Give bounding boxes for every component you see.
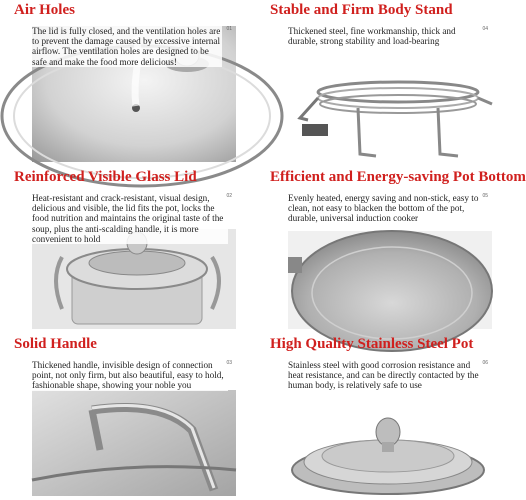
panel-title: Air Holes (14, 2, 75, 18)
panel-title: Reinforced Visible Glass Lid (14, 169, 197, 185)
pot-bottom-photo (288, 231, 492, 329)
panel-description: Thickened handle, invisible design of connection point, not only firm, but also beautiful, easy to hold, fashionable shape, showing your noble you (32, 360, 228, 391)
feature-panel-pot-bottom (262, 169, 526, 329)
feature-panel-air-holes (6, 2, 236, 162)
panel-description: Thickened steel, fine workmanship, thick and durable, strong stability and load-bearing (288, 26, 484, 46)
panel-title: Solid Handle (14, 336, 97, 352)
feature-panel-body-stand (262, 2, 492, 162)
panel-number: 06 (482, 360, 488, 366)
feature-panel-stainless-pot (262, 336, 492, 496)
panel-number: 05 (482, 193, 488, 199)
panel-number: 04 (482, 26, 488, 32)
panel-description: Heat-resistant and crack-resistant, visual design, delicious and visible, the lid fits the pot, locks the food nutrition and maintains the original taste of the soup, plus the anti-scalding handle, it is more convenient to hold (32, 193, 228, 244)
panel-description: Evenly heated, energy saving and non-stick, easy to clean, not easy to blacken the bottom of the pot, durable, universal induction cooker (288, 193, 484, 224)
feature-panel-glass-lid (6, 169, 236, 329)
panel-description: The lid is fully closed, and the ventilation holes are to prevent the damage caused by excessive internal airflow. The ventilation holes are designed to be safe and make the food more delicious! (32, 26, 221, 67)
panel-title: Efficient and Energy-saving Pot Bottom (270, 169, 526, 185)
panel-number: 02 (226, 193, 232, 199)
handle-photo (32, 390, 236, 496)
panel-number: 03 (226, 360, 232, 366)
panel-title: High Quality Stainless Steel Pot (270, 336, 474, 352)
stainless-pot-photo (288, 390, 492, 496)
feature-panel-solid-handle (6, 336, 236, 496)
panel-number: 01 (226, 26, 232, 32)
panel-description: Stainless steel with good corrosion resistance and heat resistance, and can be directly contacted by the human body, is relatively safe to use (288, 360, 484, 391)
panel-title: Stable and Firm Body Stand (270, 2, 453, 18)
stand-photo (288, 68, 492, 162)
